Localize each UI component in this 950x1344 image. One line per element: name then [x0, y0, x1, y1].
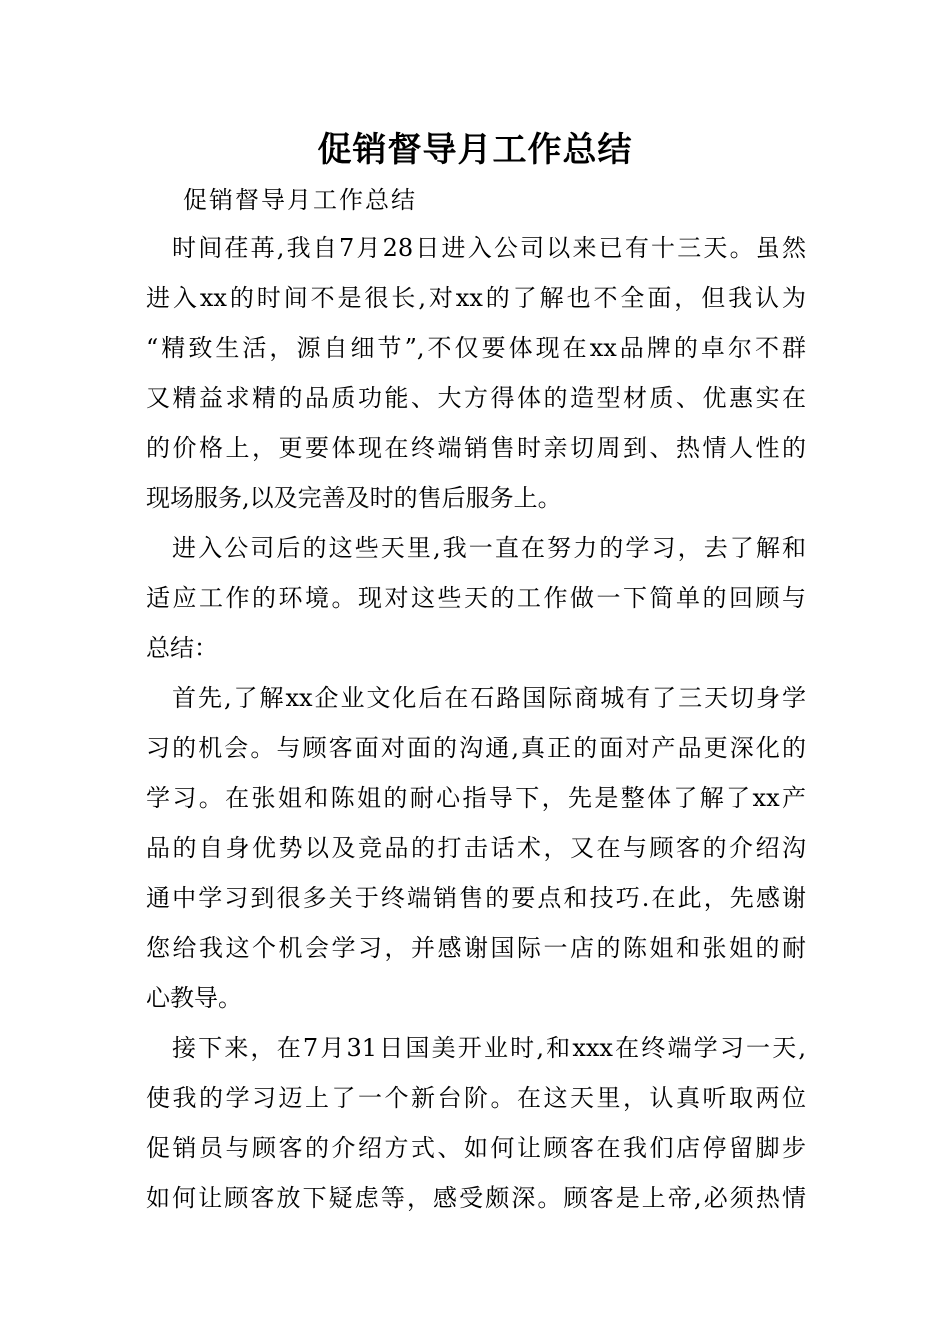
body-line: 您给我这个机会学习，并感谢国际一店的陈姐和张姐的耐	[146, 934, 806, 962]
body-line: 总结：	[146, 634, 218, 662]
body-line: 进入xx的时间不是很长,对xx的了解也不全面，但我认为	[146, 284, 806, 312]
body-line: 学习。在张姐和陈姐的耐心指导下，先是整体了解了xx产	[146, 784, 806, 812]
body-line: 如何让顾客放下疑虑等，感受颇深。顾客是上帝,必须热情	[146, 1184, 806, 1212]
document-title: 促销督导月工作总结	[317, 130, 633, 170]
body-line: 适应工作的环境。现对这些天的工作做一下简单的回顾与	[146, 584, 806, 612]
body-line: 习的机会。与顾客面对面的沟通,真正的面对产品更深化的	[146, 734, 806, 762]
body-line: 进入公司后的这些天里,我一直在努力的学习，去了解和	[172, 534, 806, 562]
body-line: 通中学习到很多关于终端销售的要点和技巧.在此，先感谢	[146, 884, 806, 912]
body-line: 促销员与顾客的介绍方式、如何让顾客在我们店停留脚步	[146, 1134, 806, 1162]
body-line: “精致生活，源自细节”,不仅要体现在xx品牌的卓尔不群	[146, 334, 806, 362]
body-line: 接下来，在7月31日国美开业时,和xxx在终端学习一天,	[172, 1034, 806, 1062]
body-line: 现场服务,以及完善及时的售后服务上。	[146, 484, 562, 512]
body-line: 品的自身优势以及竞品的打击话术，又在与顾客的介绍沟	[146, 834, 806, 862]
body-line: 的价格上，更要体现在终端销售时亲切周到、热情人性的	[146, 434, 806, 462]
body-line: 首先,了解xx企业文化后在石路国际商城有了三天切身学	[172, 684, 806, 712]
body-line: 使我的学习迈上了一个新台阶。在这天里，认真听取两位	[146, 1084, 806, 1112]
body-line: 时间荏苒,我自7月28日进入公司以来已有十三天。虽然	[172, 234, 806, 262]
document-subtitle: 促销督导月工作总结	[183, 186, 417, 214]
body-line: 心教导。	[146, 984, 242, 1012]
body-line: 又精益求精的品质功能、大方得体的造型材质、优惠实在	[146, 384, 806, 412]
